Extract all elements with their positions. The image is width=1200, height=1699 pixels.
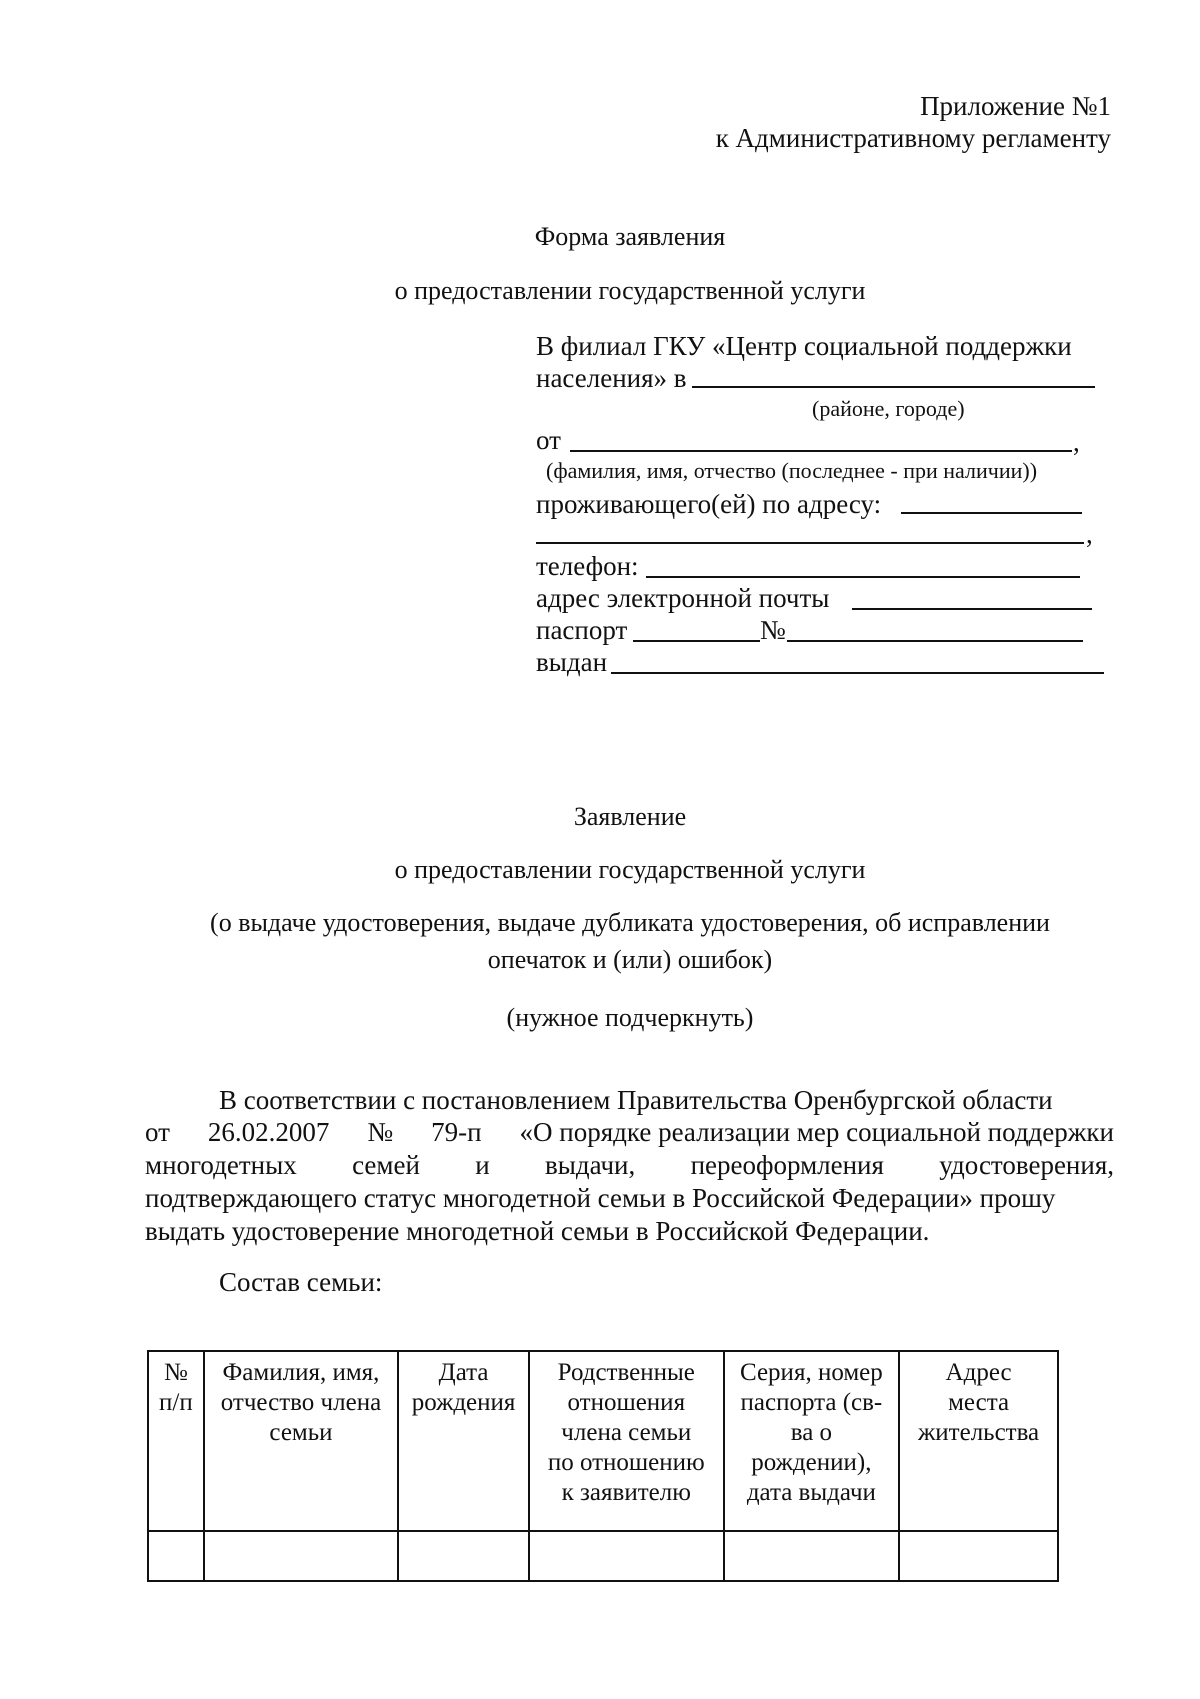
applicant-name-field[interactable] xyxy=(570,450,1072,452)
address-field-2[interactable] xyxy=(536,542,1084,544)
from-label: от xyxy=(536,425,561,455)
body-line-3 xyxy=(145,1149,1114,1181)
body-word: удостоверения, xyxy=(939,1150,1114,1180)
form-subtitle: о предоставлении государственной услуги xyxy=(394,276,866,305)
body-word: 26.02.2007 xyxy=(207,1117,330,1147)
body-line-5: выдать удостоверение многодетной семьи в Российской Федерации. xyxy=(145,1216,930,1246)
header-document: Серия, номер паспорта (св- ва о рождении), дата выдачи xyxy=(724,1351,900,1531)
body-word: многодетных xyxy=(145,1150,297,1180)
address-label: проживающего(ей) по адресу: xyxy=(536,489,882,519)
email-label: адрес электронной почты xyxy=(536,583,830,613)
body-word: переоформления xyxy=(690,1150,884,1180)
body-word: от xyxy=(145,1117,170,1147)
body-word: выдачи, xyxy=(544,1150,636,1180)
passport-series-field[interactable] xyxy=(633,640,760,642)
district-hint: (районе, городе) xyxy=(812,396,965,421)
passport-number-field[interactable] xyxy=(787,640,1083,642)
table-cell[interactable] xyxy=(529,1531,724,1581)
email-field[interactable] xyxy=(852,608,1092,610)
header-number: № п/п xyxy=(148,1351,204,1531)
table-cell[interactable] xyxy=(148,1531,204,1581)
statement-options-line-2: опечаток и (или) ошибок) xyxy=(487,945,773,974)
passport-label: паспорт xyxy=(536,615,628,645)
body-line-2 xyxy=(145,1116,1114,1148)
from-comma: , xyxy=(1073,427,1080,457)
body-word: семей xyxy=(352,1150,420,1180)
statement-title: Заявление xyxy=(573,802,687,831)
passport-number-label: № xyxy=(760,615,786,645)
family-label: Состав семьи: xyxy=(219,1267,383,1297)
address-comma: , xyxy=(1086,519,1093,549)
body-word: и xyxy=(475,1150,490,1180)
table-cell[interactable] xyxy=(724,1531,900,1581)
statement-options-line-1: (о выдаче удостоверения, выдаче дубликата удостоверения, об исправлении xyxy=(210,908,1050,937)
underline-note: (нужное подчеркнуть) xyxy=(506,1003,754,1032)
addressee-line-2: населения» в xyxy=(536,363,687,393)
addressee-line-1: В филиал ГКУ «Центр социальной поддержки xyxy=(536,331,1072,361)
name-hint: (фамилия, имя, отчество (последнее - при наличии)) xyxy=(546,458,1038,483)
table-row xyxy=(148,1531,1058,1581)
appendix-number: Приложение №1 xyxy=(920,91,1111,121)
appendix-regulation: к Административному регламенту xyxy=(715,123,1111,153)
issued-field[interactable] xyxy=(611,672,1104,674)
form-title: Форма заявления xyxy=(534,222,726,251)
statement-subtitle: о предоставлении государственной услуги xyxy=(394,855,866,884)
district-field[interactable] xyxy=(692,386,1095,388)
family-table xyxy=(147,1350,1059,1582)
table-cell[interactable] xyxy=(398,1531,529,1581)
table-cell[interactable] xyxy=(204,1531,398,1581)
body-line-1: В соответствии с постановлением Правительства Оренбургской области xyxy=(219,1085,1053,1115)
body-word: № xyxy=(367,1117,394,1147)
header-full-name: Фамилия, имя, отчество члена семьи xyxy=(204,1351,398,1531)
header-relationship: Родственные отношения члена семьи по отношению к заявителю xyxy=(529,1351,724,1531)
issued-label: выдан xyxy=(536,647,608,677)
phone-label: телефон: xyxy=(536,551,639,581)
body-line-4: подтверждающего статус многодетной семьи в Российской Федерации» прошу xyxy=(145,1183,1056,1213)
body-word: «О порядке реализации мер социальной поддержки xyxy=(519,1117,1114,1147)
table-cell[interactable] xyxy=(899,1531,1058,1581)
table-header-row xyxy=(148,1351,1058,1531)
body-word: 79-п xyxy=(431,1117,482,1147)
header-birth-date: Дата рождения xyxy=(398,1351,529,1531)
address-field-1[interactable] xyxy=(901,512,1082,514)
phone-field[interactable] xyxy=(646,576,1080,578)
header-address: Адрес места жительства xyxy=(899,1351,1058,1531)
